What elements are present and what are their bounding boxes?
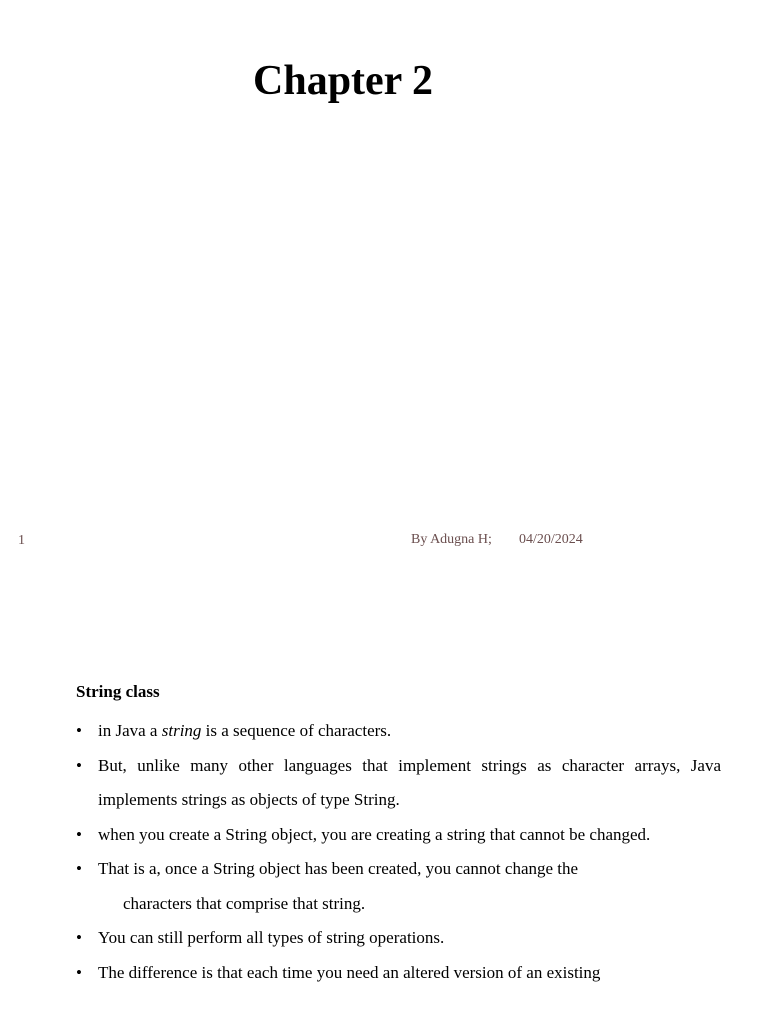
bullet-item — [76, 714, 721, 749]
bullet-dot-icon: • — [76, 962, 82, 982]
bullet-text: in Java a — [98, 721, 162, 740]
section-heading: String class — [76, 682, 160, 701]
bullet-item — [76, 956, 721, 991]
slide-number: 1 — [18, 533, 25, 548]
bullet-item — [76, 749, 721, 818]
slide-title: Chapter 2 — [253, 58, 434, 104]
bullet-item — [76, 852, 721, 921]
bullet-dot-icon: • — [76, 755, 82, 775]
bullet-item — [76, 818, 721, 853]
bullet-text: That is a, once a String object has been created, you cannot change the — [98, 859, 579, 878]
bullet-text: The difference is that each time you need an altered version of an existing — [98, 962, 601, 982]
footer-date: 04/20/2024 — [519, 532, 583, 547]
bullet-text: You can still perform all types of string operations. — [98, 928, 445, 947]
bullet-text: But, unlike many other languages that implement strings as character arrays, Java implements strings as objects of type String. — [98, 755, 721, 809]
footer-author: By Adugna H; — [411, 532, 492, 547]
bullet-dot-icon: • — [76, 721, 82, 740]
bullet-emphasis: string — [161, 721, 202, 740]
bullet-text: is a sequence of characters. — [201, 721, 392, 740]
bullet-text-continued: characters that comprise that string. — [123, 893, 366, 913]
bullet-item — [76, 921, 721, 956]
bullet-dot-icon: • — [76, 859, 82, 878]
bullet-text: when you create a String object, you are creating a string that cannot be changed. — [98, 824, 651, 844]
bullet-dot-icon: • — [76, 824, 82, 844]
bullet-dot-icon: • — [76, 928, 82, 947]
content-slide — [0, 560, 768, 1024]
bullet-list — [76, 714, 721, 990]
